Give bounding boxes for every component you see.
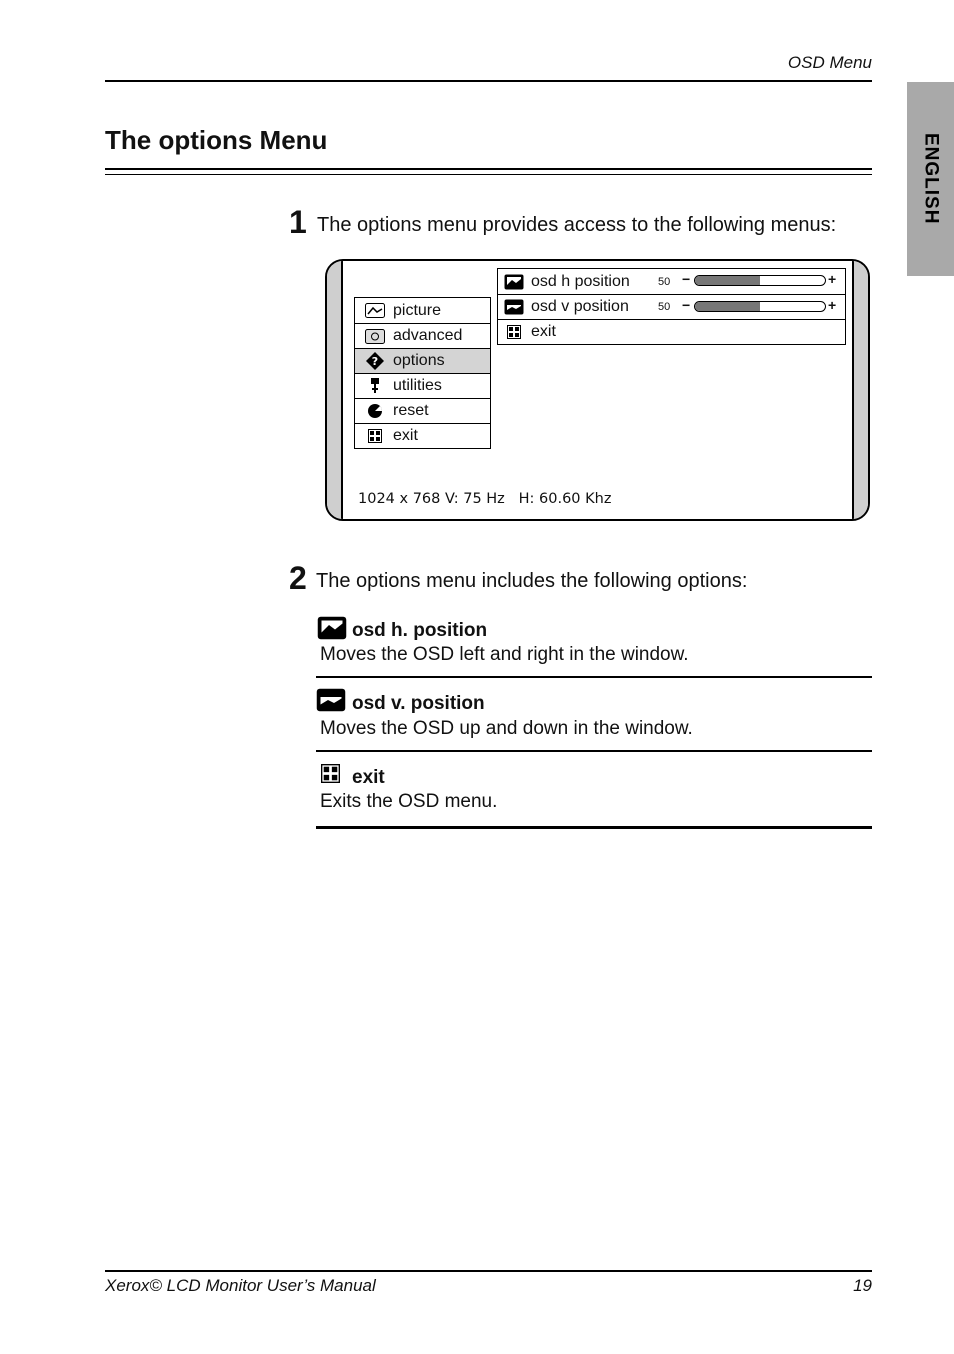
option-list-end-rule [316, 826, 872, 829]
option-divider [316, 676, 872, 678]
step-2-text: The options menu includes the following options: [316, 570, 748, 592]
step-2-number: 2 [289, 560, 307, 596]
osd-h-position-value: 50 [658, 275, 671, 288]
main-menu-item-exit[interactable]: exit [355, 423, 490, 448]
exit-icon [365, 428, 385, 444]
option-title-exit: exit [352, 767, 385, 788]
options-icon [365, 353, 385, 369]
option-divider [316, 750, 872, 752]
osd-v-position-icon [316, 688, 346, 717]
osd-h-position-icon [504, 274, 524, 290]
main-menu-item-picture[interactable]: picture [355, 298, 490, 323]
picture-icon [365, 303, 385, 319]
submenu-item-exit[interactable]: exit [498, 319, 845, 344]
exit-icon [321, 764, 340, 788]
osd-h-position-slider[interactable] [694, 275, 826, 286]
step-1-number: 1 [289, 204, 307, 240]
osd-v-position-slider[interactable] [694, 301, 826, 312]
osd-h-position-icon [317, 616, 347, 645]
submenu-item-osd-h-position[interactable]: osd h position 50 − + [498, 269, 845, 294]
exit-icon [504, 324, 524, 340]
header-section-title: OSD Menu [787, 53, 872, 72]
main-menu-item-options[interactable]: ? options [355, 348, 490, 373]
svg-text:?: ? [371, 355, 379, 368]
osd-v-position-increase[interactable]: + [828, 297, 837, 313]
osd-frame-left-bezel [327, 261, 343, 519]
osd-frame-right-bezel [852, 261, 868, 519]
step-1-text: The options menu provides access to the following menus: [317, 214, 837, 236]
page-title: The options Menu [105, 125, 328, 155]
footer-rule [105, 1270, 872, 1272]
osd-v-position-icon [504, 299, 524, 315]
advanced-icon [365, 328, 385, 344]
option-title-osd-h-position: osd h. position [352, 620, 488, 641]
osd-resolution-status: 1024 x 768 V: 75 Hz H: 60.60 Khz [358, 491, 612, 507]
footer-page-number: 19 [853, 1276, 872, 1295]
option-title-osd-v-position: osd v. position [352, 693, 485, 714]
osd-h-position-increase[interactable]: + [828, 271, 837, 287]
osd-options-submenu [497, 268, 846, 345]
osd-h-position-decrease[interactable]: − [682, 271, 691, 287]
option-desc-osd-v-position: Moves the OSD up and down in the window. [320, 718, 693, 739]
header-rule [105, 80, 872, 82]
submenu-item-osd-v-position[interactable]: osd v position 50 − + [498, 294, 845, 319]
footer-manual-title: Xerox© LCD Monitor User’s Manual [105, 1276, 376, 1295]
reset-icon [365, 403, 385, 419]
osd-v-position-value: 50 [658, 301, 671, 313]
main-menu-item-reset[interactable]: reset [355, 398, 490, 423]
osd-v-position-decrease[interactable]: − [682, 297, 691, 313]
osd-main-menu [354, 297, 491, 449]
main-menu-item-advanced[interactable]: advanced [355, 323, 490, 348]
option-desc-osd-h-position: Moves the OSD left and right in the window. [320, 644, 689, 665]
language-tab: ENGLISH [907, 82, 954, 276]
main-menu-item-utilities[interactable]: utilities [355, 373, 490, 398]
option-desc-exit: Exits the OSD menu. [320, 791, 498, 812]
title-rule-bottom [105, 174, 872, 175]
title-rule-top [105, 168, 872, 170]
utilities-icon [365, 378, 385, 394]
